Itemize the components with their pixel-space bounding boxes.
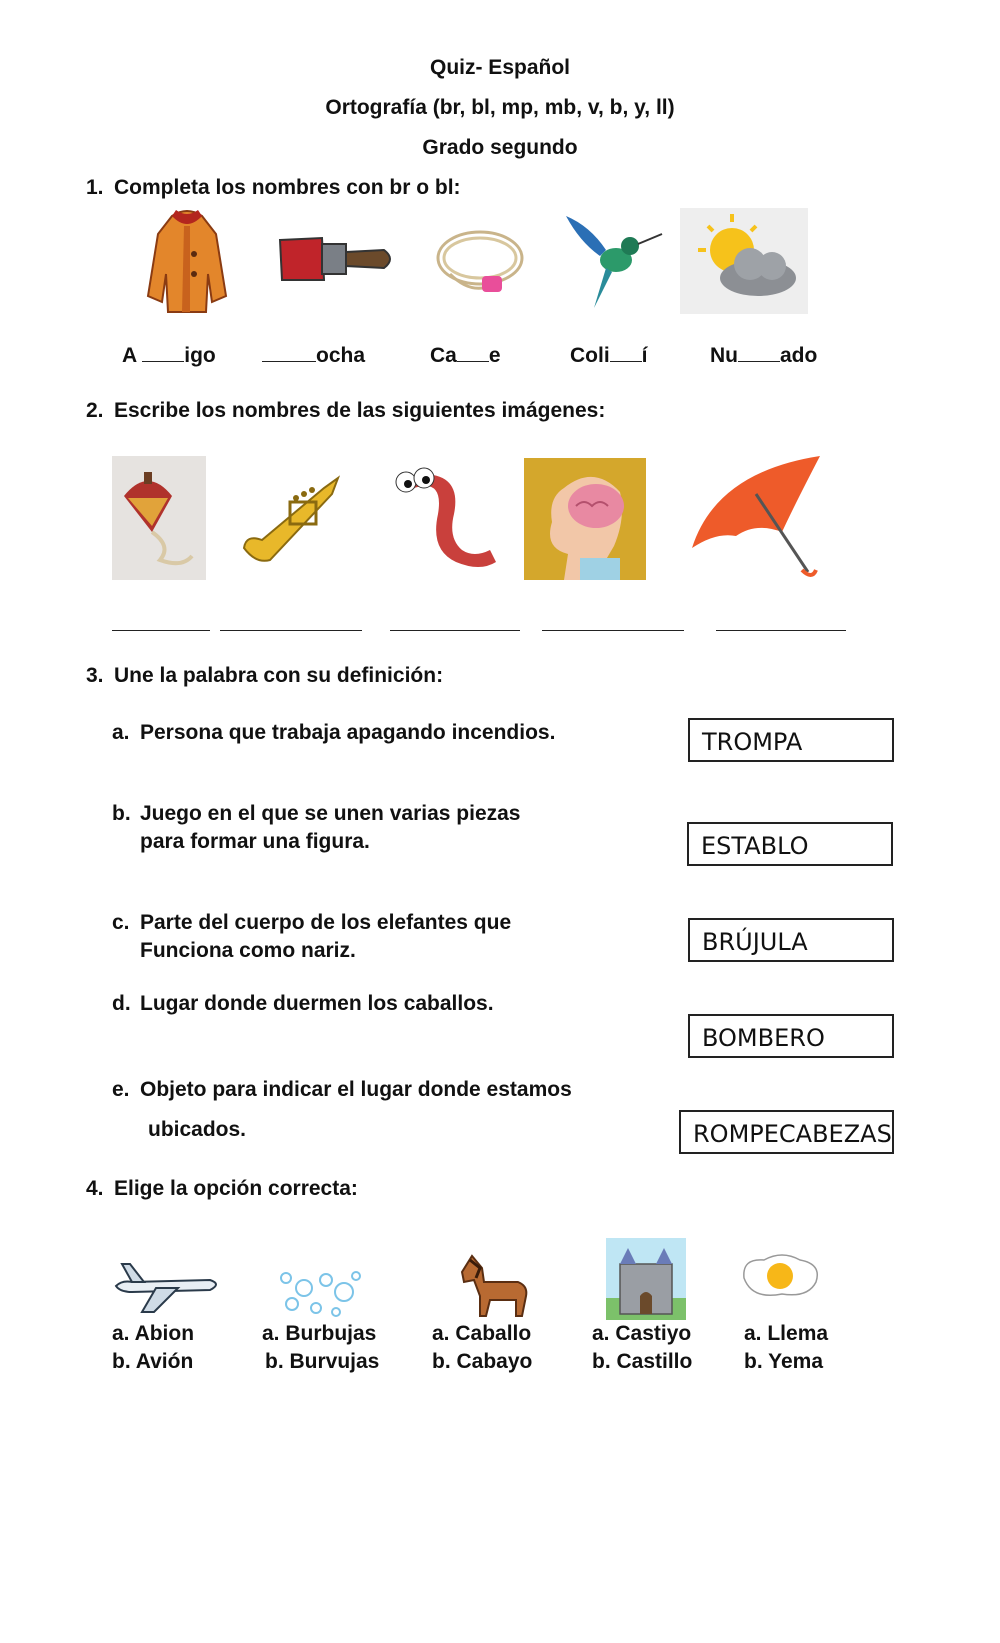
option-b[interactable]: b. Yema: [744, 1350, 823, 1373]
airplane-icon: [112, 1258, 224, 1316]
q4-options-5: [744, 1320, 828, 1376]
question-prompt: Completa los nombres con br o bl:: [114, 176, 461, 199]
word-box-brujula[interactable]: BRÚJULA: [688, 918, 894, 962]
horse-icon: [456, 1252, 532, 1318]
grade-label: Grado segundo: [422, 136, 578, 159]
question-prompt: Elige la opción correcta:: [114, 1177, 358, 1200]
option-b[interactable]: b. Castillo: [592, 1350, 693, 1373]
definition-d: d. Lugar donde duermen los caballos.: [112, 992, 494, 1015]
q4-options-1: [112, 1320, 194, 1376]
option-b[interactable]: b. Burvujas: [265, 1350, 380, 1373]
word-box-establo[interactable]: ESTABLO: [687, 822, 893, 866]
q4-options-4: [592, 1320, 692, 1376]
q2-answer-line-2[interactable]: [220, 630, 362, 631]
definition-e: e. Objeto para indicar el lugar donde estamos ubicados.: [112, 1078, 572, 1141]
q1-blank-1[interactable]: [142, 343, 184, 362]
q1-word-2: ocha: [262, 343, 365, 368]
q1-word-1: A igo: [122, 344, 216, 367]
option-a[interactable]: a. Abion: [112, 1322, 195, 1345]
coat-icon: [142, 204, 232, 316]
cloudy-sun-icon: [680, 208, 808, 314]
q2-answer-line-4[interactable]: [542, 630, 684, 631]
q1-word-4: Coli í: [570, 344, 648, 367]
egg-icon: [738, 1250, 822, 1302]
word-box-rompecabezas[interactable]: ROMPECABEZAS: [679, 1110, 894, 1154]
spinning-top-icon: [112, 456, 206, 580]
option-a[interactable]: a. Castiyo: [592, 1322, 692, 1345]
cable-icon: [420, 214, 532, 306]
brain-icon: [524, 458, 646, 580]
hummingbird-icon: [560, 206, 666, 314]
q1-blank-4[interactable]: [610, 343, 642, 362]
question-number: 4.: [86, 1177, 104, 1200]
question-3-heading: [86, 664, 443, 688]
definition-a: a. Persona que trabaja apagando incendios.: [112, 721, 556, 744]
trumpet-icon: [236, 464, 352, 576]
q1-word-3: Ca e: [430, 344, 501, 367]
q4-options-2: [262, 1320, 379, 1376]
q2-answer-line-1[interactable]: [112, 630, 210, 631]
question-number: 3.: [86, 664, 104, 687]
bubbles-icon: [274, 1266, 362, 1320]
worm-icon: [384, 458, 504, 582]
q1-blank-3[interactable]: [457, 343, 489, 362]
q2-answer-line-3[interactable]: [390, 630, 520, 631]
question-2-heading: [86, 399, 605, 423]
question-prompt: Escribe los nombres de las siguientes imágenes:: [114, 399, 606, 422]
option-a[interactable]: a. Llema: [744, 1322, 829, 1345]
quiz-subtitle: Ortografía (br, bl, mp, mb, v, b, y, ll): [325, 96, 675, 119]
question-number: 2.: [86, 399, 104, 422]
quiz-title: Quiz- Español: [429, 56, 570, 79]
question-4-heading: [86, 1177, 358, 1201]
q1-word-5: Nu ado: [710, 344, 818, 367]
paintbrush-icon: [276, 230, 400, 288]
definition-b: b. Juego en el que se unen varias piezas para formar una figura.: [112, 802, 521, 853]
option-b[interactable]: b. Avión: [112, 1350, 194, 1373]
q4-options-3: [432, 1320, 532, 1376]
definition-c: c. Parte del cuerpo de los elefantes que Funciona como nariz.: [112, 911, 512, 962]
question-number: 1.: [86, 176, 104, 199]
word-box-bombero[interactable]: BOMBERO: [688, 1014, 894, 1058]
option-b[interactable]: b. Cabayo: [432, 1350, 533, 1373]
castle-icon: [606, 1238, 686, 1320]
question-prompt: Une la palabra con su definición:: [114, 664, 444, 687]
q2-answer-line-5[interactable]: [716, 630, 846, 631]
word-box-trompa[interactable]: TROMPA: [688, 718, 894, 762]
option-a[interactable]: a. Caballo: [432, 1322, 532, 1345]
umbrella-icon: [686, 452, 826, 582]
question-1-heading: [86, 176, 461, 200]
option-a[interactable]: a. Burbujas: [262, 1322, 377, 1345]
q1-blank-5[interactable]: [738, 343, 780, 362]
q1-blank-2[interactable]: [262, 343, 316, 362]
